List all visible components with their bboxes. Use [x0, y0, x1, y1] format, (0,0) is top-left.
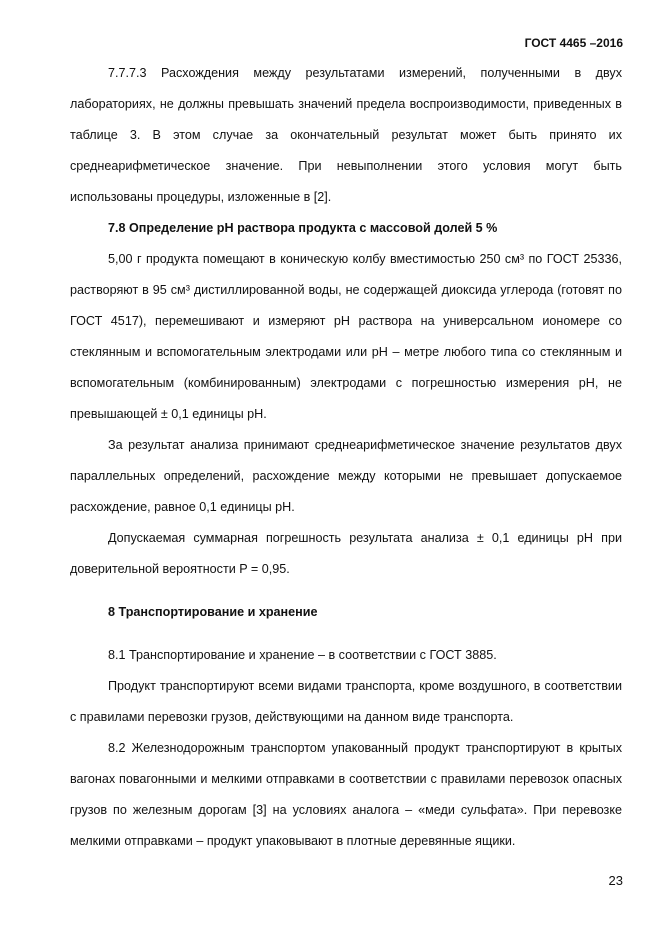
- page-number: 23: [608, 873, 623, 888]
- section-heading-7-8: 7.8 Определение pH раствора продукта с массовой долей 5 %: [108, 221, 498, 235]
- page-body: [70, 58, 622, 857]
- document-code: ГОСТ 4465 –2016: [524, 36, 623, 50]
- section-heading-8: 8 Транспортирование и хранение: [108, 605, 318, 619]
- paragraph-7-8-result: За результат анализа принимают среднеарифметическое значение результатов двух параллельных определений, расхождение между которыми не превышает допускаемое расхождение, равное 0,1 единицы pH.: [70, 438, 622, 514]
- paragraph-7-8-procedure: 5,00 г продукта помещают в коническую колбу вместимостью 250 см³ по ГОСТ 25336, растворяют в 95 см³ дистиллированной воды, не содержащей диоксида углерода (готовят по ГОСТ 4517), перемешивают и измеряют pH раствора на универсальном иономере со стеклянным и вспомогательным электродами или pH – метре любого типа со стеклянным и вспомогательным (комбинированным) электродами с погрешностью измерения pH, не превышающей ± 0,1 единицы pH.: [70, 252, 622, 421]
- paragraph-7-8-error: Допускаемая суммарная погрешность результата анализа ± 0,1 единицы pH при доверительной вероятности P = 0,95.: [70, 531, 622, 576]
- paragraph-8-2: 8.2 Железнодорожным транспортом упакованный продукт транспортируют в крытых вагонах повагонными и мелкими отправками в соответствии с правилами перевозок опасных грузов по железным дорогам [3] на условиях аналога – «меди сульфата». При перевозке мелкими отправками – продукт упаковывают в плотные деревянные ящики.: [70, 741, 622, 848]
- paragraph-8-1: 8.1 Транспортирование и хранение – в соответствии с ГОСТ 3885.: [108, 648, 497, 662]
- paragraph-8-1-transport: Продукт транспортируют всеми видами транспорта, кроме воздушного, в соответствии с правилами перевозки грузов, действующими на данном виде транспорта.: [70, 679, 622, 724]
- paragraph-7-7-7-3: 7.7.7.3 Расхождения между результатами измерений, полученными в двух лабораториях, не должны превышать значений предела воспроизводимости, приведенных в таблице 3. В этом случае за окончательный результат может быть принято их среднеарифметическое значение. При невыполнении этого условия могут быть использованы процедуры, изложенные в [2].: [70, 66, 622, 204]
